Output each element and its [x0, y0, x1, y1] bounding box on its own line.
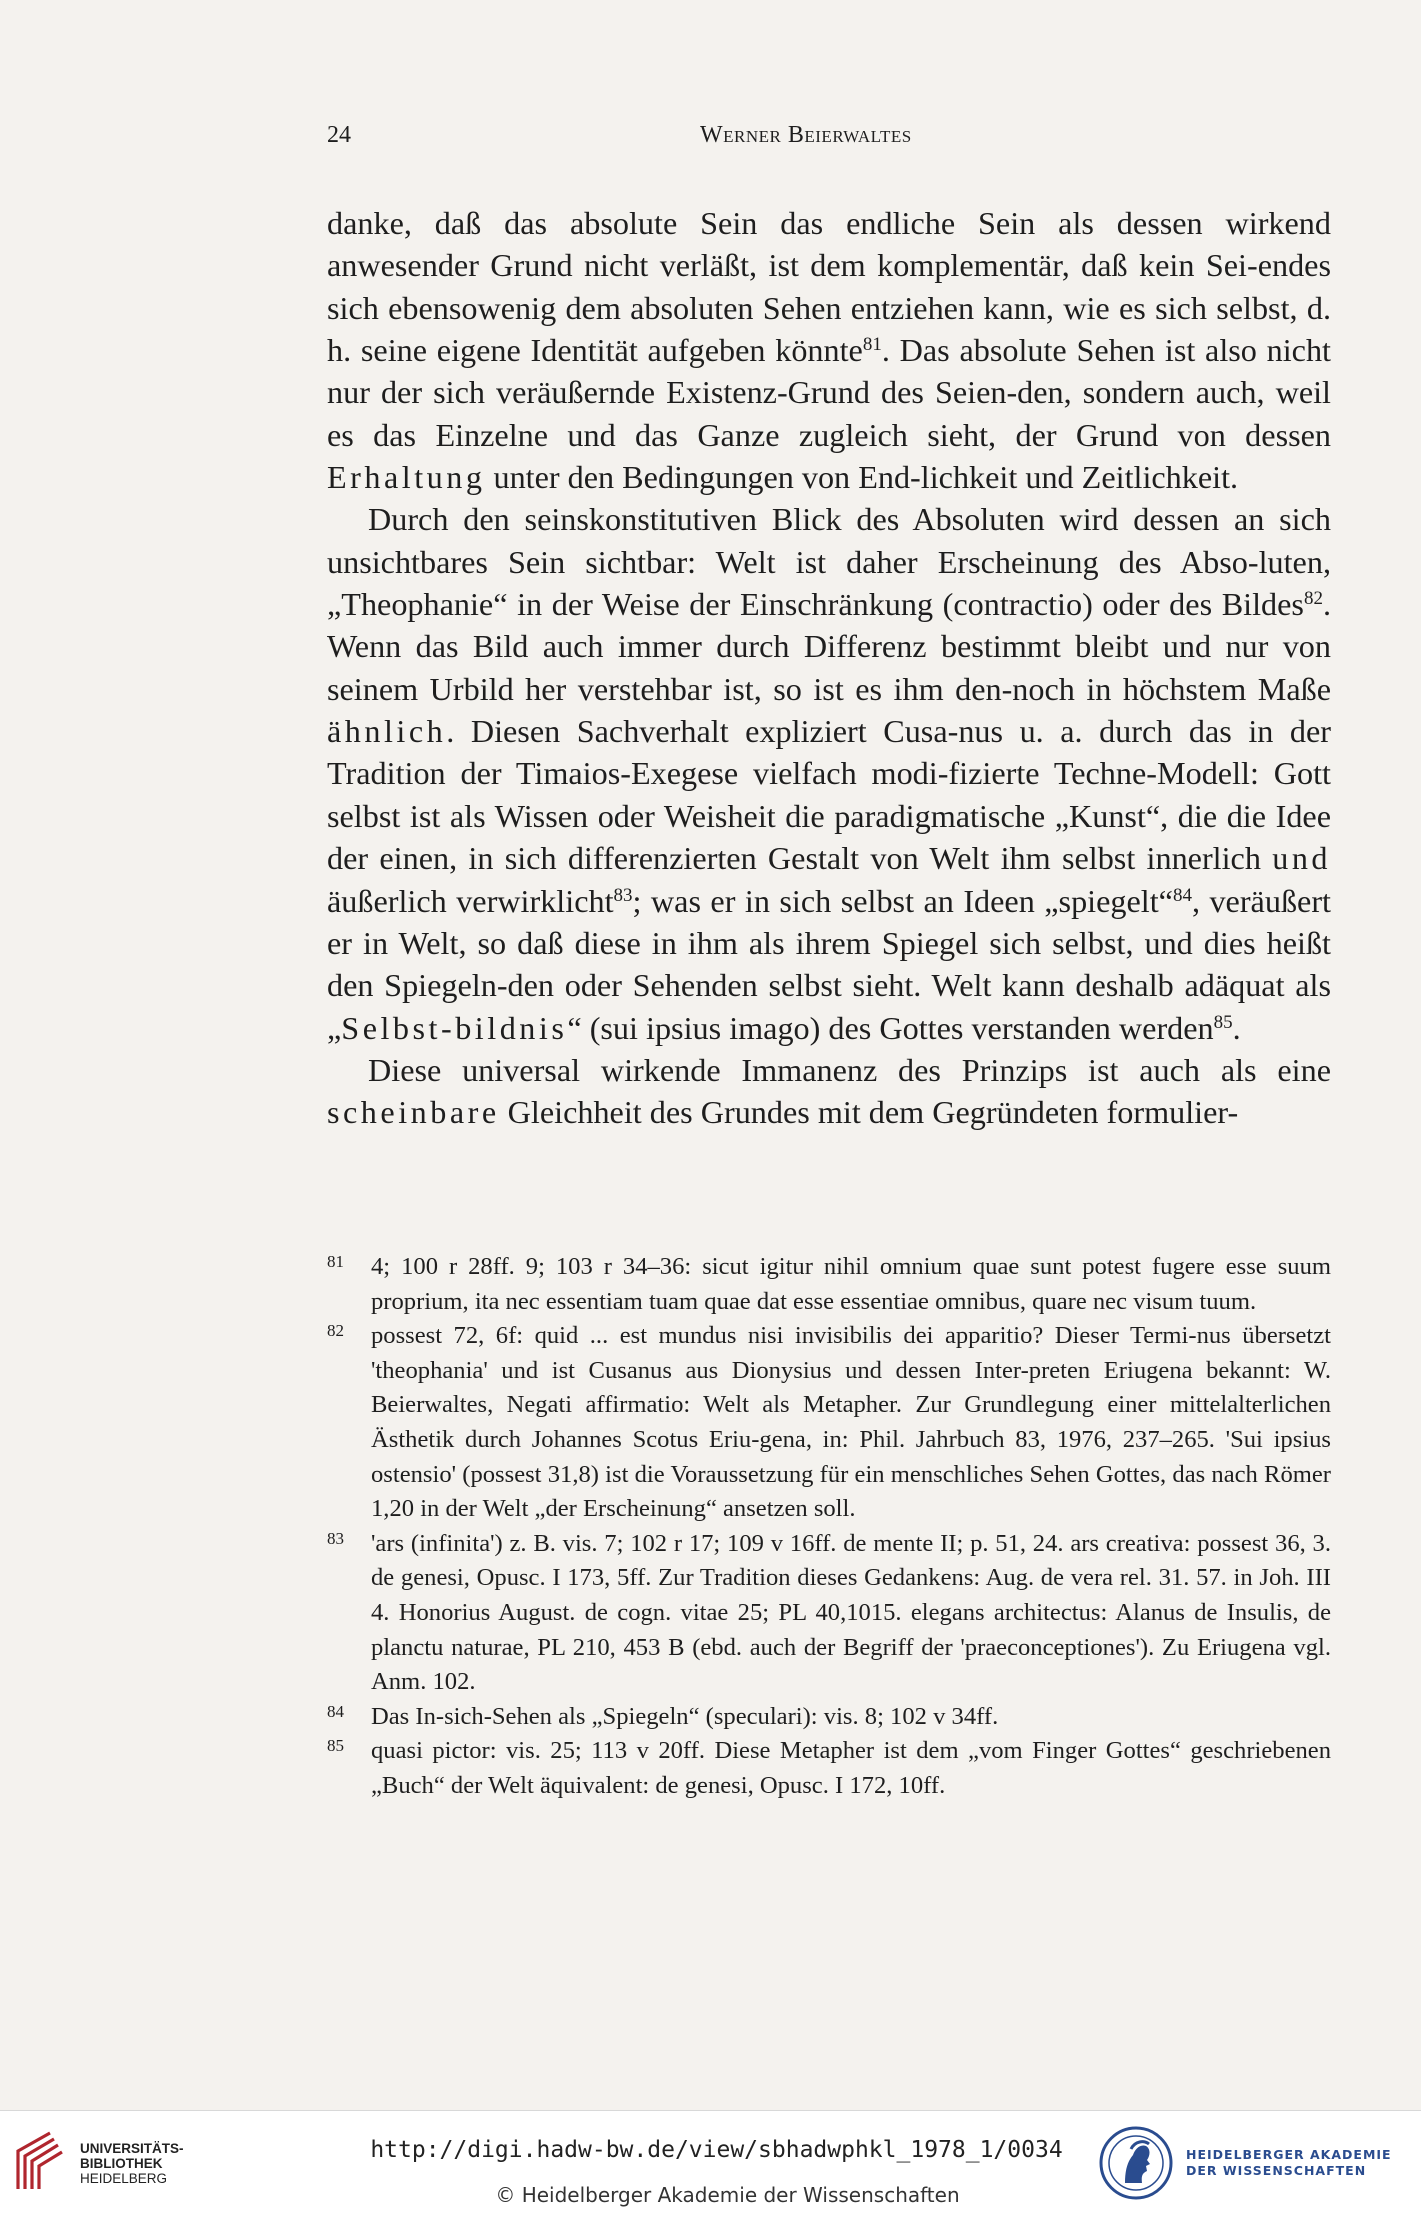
text-run: . Das absolute Sehen ist also nicht nur der sich veräußernde Existenz-Grund des Seien-den, sondern auch, weil es das Einzelne und das Ganze zugleich sieht, der Grund von dessen [327, 332, 1332, 453]
footnote [327, 1700, 1331, 1735]
library-name-line: BIBLIOTHEK [80, 2156, 163, 2171]
footnote-text: quasi pictor: vis. 25; 113 v 20ff. Diese Metapher ist dem „vom Finger Gottes“ geschriebenen „Buch“ der Welt äquivalent: de genesi, Opusc. I 172, 10ff. [371, 1737, 1331, 1799]
text-run: . Wenn das Bild auch immer durch Differenz bestimmt bleibt und nur von seinem Urbild her verstehbar ist, so ist es ihm den-noch in höchstem Maße [327, 586, 1331, 707]
footnote-ref: 85 [1213, 1011, 1233, 1033]
text-run: ; was er in sich selbst an Ideen „spiegelt“ [632, 882, 1173, 919]
emphasis: Erhaltung [327, 459, 486, 496]
paragraph-2 [327, 498, 1331, 1048]
footnote-number: 83 [327, 1528, 344, 1548]
text-run: äußerlich verwirklicht [327, 882, 614, 919]
emphasis: ähnlich [327, 713, 447, 750]
footnote-ref: 82 [1303, 588, 1323, 610]
footnote-number: 81 [327, 1252, 344, 1271]
page-number: 24 [327, 122, 351, 148]
text-run: , veräußert er in Welt, so daß diese in ihm als ihrem Spiegel sich selbst, und dies heißt den Spiegeln-den oder Sehenden selbst sieht. Welt kann deshalb adäquat als „ [327, 882, 1331, 1046]
footnote [327, 1319, 1331, 1527]
copyright-text: © Heidelberger Akademie der Wissenschaften [495, 2183, 960, 2207]
footnote-number: 82 [327, 1321, 344, 1341]
academy-name-line: DER WISSENSCHAFTEN [1186, 2163, 1367, 2178]
text-run: danke, daß das absolute Sein das endliche Sein als dessen wirkend anwesender Grund nicht verläßt, ist dem komplementär, daß kein Sei-endes sich ebensowenig dem absoluten Sehen entziehen kann, wie es sich selbst, d. h. seine eigene Identität aufgeben könnte [327, 205, 1331, 369]
paragraph-3 [327, 1049, 1331, 1134]
footnote-number: 84 [327, 1701, 344, 1721]
footnote [327, 1250, 1331, 1319]
running-head [327, 122, 967, 156]
footnote-text: possest 72, 6f: quid ... est mundus nisi invisibilis dei apparitio? Dieser Termi-nus übersetzt 'theophania' und ist Cusanus aus Dionysius und dessen Inter-preten Eriugena bekannt: W. Beierwaltes, Negati affirmatio: Welt als Metapher. Zur Grundlegung einer mittelalterlichen Ästhetik durch Johannes Scotus Eriu-gena, in: Phil. Jahrbuch 83, 1976, 237–265. 'Sui ipsius ostensio' (possest 31,8) ist die Voraussetzung für ein menschliches Sehen Gottes, das nach Römer 1,20 in der Welt „der Erscheinung“ ansetzen soll. [371, 1322, 1331, 1523]
footnote-ref: 84 [1172, 884, 1192, 906]
footnote-text: 4; 100 r 28ff. 9; 103 r 34–36: sicut igitur nihil omnium quae sunt potest fugere esse suum proprium, ita nec essentiam tuam quae dat esse essentiae omnibus, quare nec visum tuum. [371, 1253, 1331, 1315]
emphasis: scheinbare [327, 1094, 500, 1131]
academy-name-line: HEIDELBERGER AKADEMIE [1186, 2147, 1392, 2162]
footnote-ref: 81 [862, 334, 882, 356]
viewer-footer [0, 2110, 1421, 2217]
emphasis: und [1272, 840, 1331, 877]
footnotes [327, 1250, 1331, 1804]
academy-seal-icon [1098, 2125, 1174, 2201]
text-run: Durch den seinskonstitutiven Blick des Absoluten wird dessen an sich unsichtbares Sein sichtbar: Welt ist daher Erscheinung des Abso-luten, „Theophanie“ in der Weise der Einschränkung (contractio) oder des Bildes [327, 501, 1331, 623]
text-run: . Diesen Sachverhalt expliziert Cusa-nus u. a. durch das in der Tradition der Timaios-Exegese vielfach modi-fizierte Techne-Modell: Gott selbst ist als Wissen oder Weisheit die paradigmatische „Kunst“, die die Idee der einen, in sich differenzierten Gestalt von Welt ihm selbst innerlich [327, 713, 1331, 877]
copyright [0, 2183, 1421, 2207]
library-name-line: UNIVERSITÄTS- [80, 2141, 184, 2156]
footnote-text: 'ars (infinita') z. B. vis. 7; 102 r 17; 109 v 16ff. de mente II; p. 51, 24. ars creativa: possest 36, 3. de genesi, Opusc. I 173, 5ff. Zur Tradition dieses Gedankens: Aug. de vera rel. 31. 57. in Joh. III 4. Honorius August. de cogn. vitae 25; PL 40,1015. elegans architectus: Alanus de Insulis, de planctu naturae, PL 210, 453 B (ebd. auch der Begriff der 'praeconceptiones'). Zu Eriugena vgl. Anm. 102. [371, 1529, 1331, 1696]
library-name-line: HEIDELBERG [80, 2171, 168, 2186]
academy-name [1186, 2147, 1392, 2179]
footnote-text: Das In-sich-Sehen als „Spiegeln“ (speculari): vis. 8; 102 v 34ff. [371, 1702, 999, 1730]
emphasis: Selbst-bildnis [341, 1009, 568, 1046]
text-run: unter den Bedingungen von End-lichkeit und Zeitlichkeit. [485, 459, 1239, 496]
footnote [327, 1734, 1331, 1803]
text-run: . [1232, 1009, 1241, 1046]
body-text [327, 202, 1331, 1134]
text-run: Gleichheit des Grundes mit dem Gegründeten formulier- [499, 1094, 1239, 1131]
footnote [327, 1527, 1331, 1700]
footnote-ref: 83 [613, 884, 633, 906]
running-title: Werner Beierwaltes [700, 122, 912, 148]
text-run: Diese universal wirkende Immanenz des Prinzips ist auch als eine [368, 1051, 1331, 1088]
footnote-number: 85 [327, 1736, 344, 1756]
text-run: “ (sui ipsius imago) des Gottes verstanden werden [567, 1009, 1214, 1046]
paragraph-1 [327, 202, 1331, 498]
permalink-text[interactable]: http://digi.hadw-bw.de/view/sbhadwphkl_1978_1/0034 [370, 2137, 1063, 2163]
